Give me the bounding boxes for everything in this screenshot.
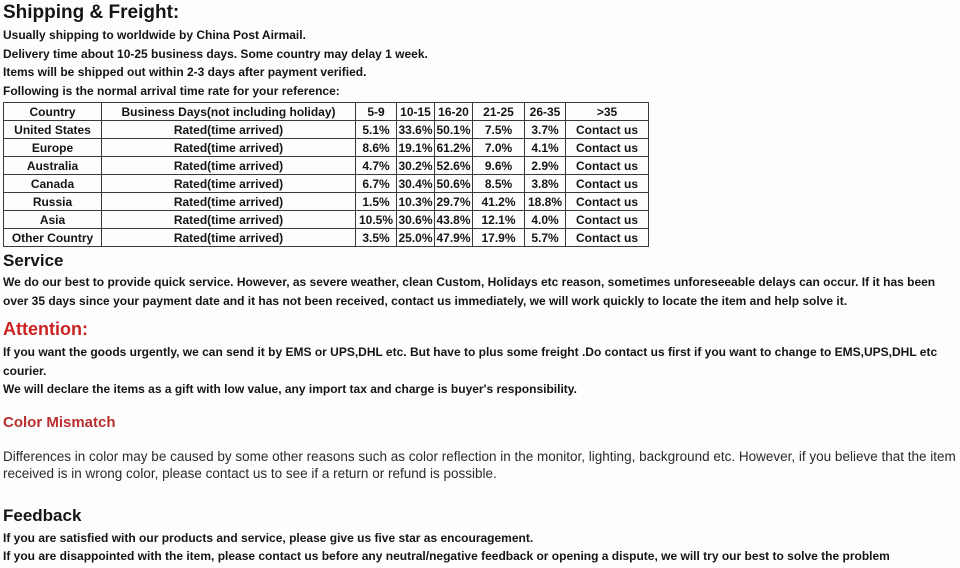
table-row [4, 193, 649, 211]
table-cell: Rated(time arrived) [102, 175, 356, 193]
table-cell: Rated(time arrived) [102, 121, 356, 139]
table-cell: Contact us [566, 229, 649, 247]
table-cell: Rated(time arrived) [102, 193, 356, 211]
feedback-heading: Feedback [3, 505, 82, 525]
table-cell: 19.1% [398, 140, 433, 155]
shipping-line: Items will be shipped out within 2-3 days after payment verified. [3, 65, 367, 79]
table-row [4, 121, 649, 139]
table-cell: 30.2% [398, 158, 433, 173]
shipping-line: Delivery time about 10-25 business days. Some country may delay 1 week. [3, 46, 428, 61]
shipping-freight-heading: Shipping & Freight: [3, 2, 180, 23]
table-cell: 52.6% [436, 158, 471, 173]
table-cell: 12.1% [473, 211, 525, 229]
table-cell: 7.0% [473, 139, 525, 157]
table-cell: 5.7% [525, 229, 566, 247]
table-cell: 41.2% [473, 193, 525, 211]
table-cell: 4.7% [356, 157, 397, 175]
table-cell: 25.0% [398, 230, 433, 245]
table-cell: Rated(time arrived) [102, 139, 356, 157]
table-row [4, 139, 649, 157]
table-cell: 4.1% [525, 139, 566, 157]
feedback-line: If you are disappointed with the item, please contact us before any neutral/negative feedback or opening a dispute, we will try our best to solve the problem [3, 549, 890, 563]
table-cell: 8.5% [473, 175, 525, 193]
table-cell: Contact us [566, 157, 649, 175]
attention-heading: Attention: [3, 319, 88, 339]
table-cell: 30.6% [398, 212, 433, 227]
table-row [4, 229, 649, 247]
table-header-cell: 10-15 [397, 103, 435, 121]
shipping-line: Usually shipping to worldwide by China Post Airmail. [3, 28, 306, 42]
table-cell: Other Country [4, 229, 102, 247]
table-header-cell: 26-35 [525, 103, 566, 121]
table-cell: Contact us [566, 121, 649, 139]
table-cell: 1.5% [356, 193, 397, 211]
shipping-info-block [3, 26, 957, 100]
table-cell: 10.3% [398, 194, 433, 209]
table-cell: 3.7% [525, 121, 566, 139]
feedback-block [3, 529, 957, 566]
feedback-line: If you are satisfied with our products and service, please give us five star as encouragement. [3, 530, 534, 545]
table-cell: 29.7% [436, 194, 471, 209]
table-cell: Russia [4, 193, 102, 211]
attention-block [3, 343, 957, 399]
table-cell: 3.8% [525, 175, 566, 193]
table-cell: Asia [4, 211, 102, 229]
table-cell: 9.6% [473, 157, 525, 175]
table-cell: 50.1% [436, 122, 471, 137]
arrival-rate-table [3, 102, 649, 247]
table-cell: Rated(time arrived) [102, 229, 356, 247]
table-header-cell: 16-20 [435, 103, 473, 121]
attention-line: If you want the goods urgently, we can send it by EMS or UPS,DHL etc. But have to plus some freight .Do contact us first if you want to change to EMS,UPS,DHL etc courier. [3, 345, 938, 378]
table-cell: 10.5% [356, 211, 397, 229]
table-cell: 4.0% [525, 211, 566, 229]
table-cell: Rated(time arrived) [102, 157, 356, 175]
table-cell: 43.8% [436, 212, 471, 227]
table-cell: Contact us [566, 139, 649, 157]
table-row [4, 211, 649, 229]
table-row [4, 175, 649, 193]
table-header-cell: >35 [566, 103, 649, 121]
table-cell: 2.9% [525, 157, 566, 175]
table-cell: Canada [4, 175, 102, 193]
table-header-row [4, 103, 649, 121]
table-cell: 61.2% [436, 140, 471, 155]
table-cell: Rated(time arrived) [102, 211, 356, 229]
table-cell: 6.7% [356, 175, 397, 193]
table-header-cell: Business Days(not including holiday) [102, 103, 356, 121]
table-cell: 3.5% [356, 229, 397, 247]
table-cell: 7.5% [473, 121, 525, 139]
table-cell: Contact us [566, 175, 649, 193]
color-mismatch-heading: Color Mismatch [3, 413, 116, 431]
table-cell: Contact us [566, 211, 649, 229]
service-heading: Service [3, 251, 64, 270]
table-cell: 47.9% [436, 230, 471, 245]
table-cell: United States [4, 121, 102, 139]
shipping-line: Following is the normal arrival time rate for your reference: [3, 83, 340, 98]
table-header-cell: Country [4, 103, 102, 121]
table-cell: 17.9% [473, 229, 525, 247]
service-paragraph: We do our best to provide quick service. However, as severe weather, clean Custom, Holidays etc reason, sometimes unforeseeable delays can occur. If it has been over 35 days since your payment date and it has not been received, contact us immediately, we will work quickly to locate the item and help solve it. [3, 275, 936, 308]
table-row [4, 157, 649, 175]
table-cell: Contact us [566, 193, 649, 211]
table-header-cell: 5-9 [356, 103, 397, 121]
table-cell: 8.6% [356, 139, 397, 157]
attention-line: We will declare the items as a gift with low value, any import tax and charge is buyer's responsibility. [3, 382, 577, 396]
table-cell: 18.8% [525, 193, 566, 211]
table-cell: 30.4% [398, 176, 433, 191]
table-cell: 5.1% [356, 121, 397, 139]
color-mismatch-paragraph: Differences in color may be caused by some other reasons such as color reflection in the monitor, lighting, background etc. However, if you believe that the item received is in wrong color, please contact us to see if a return or refund is possible. [3, 448, 956, 481]
table-cell: Australia [4, 157, 102, 175]
table-cell: 33.6% [398, 122, 433, 137]
table-cell: Europe [4, 139, 102, 157]
table-cell: 50.6% [436, 176, 471, 191]
arrival-rate-table-body [4, 103, 649, 247]
table-header-cell: 21-25 [473, 103, 525, 121]
